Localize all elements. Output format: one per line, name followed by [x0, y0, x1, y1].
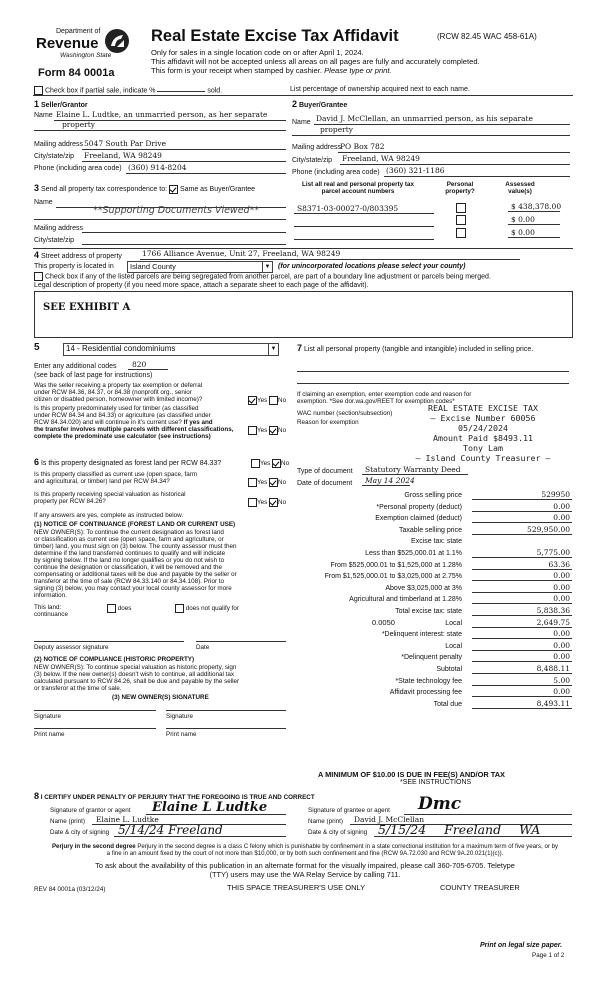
local-rate: 0.0050 [372, 618, 395, 627]
current-use-yes-no: Yes No [248, 478, 286, 487]
legal-size-note: Print on legal size paper. [480, 942, 563, 949]
located-in-label: This property is located in [34, 263, 114, 270]
calc-value[interactable]: 2,649.75 [536, 618, 570, 627]
grantee-name-label: Name (print) [308, 818, 343, 825]
header-line1: Only for sales in a single location code on or after April 1, 2024. [151, 48, 364, 57]
buyer-mailing-label: Mailing address [292, 144, 342, 151]
calc-label: Taxable selling price [398, 527, 462, 534]
stamp-line3: 05/24/2024 [458, 423, 508, 433]
owner1-print-label: Print name [34, 731, 65, 738]
current-use-no-checkbox[interactable] [269, 478, 278, 487]
owner2-print-label: Print name [166, 731, 197, 738]
assessed-value-3[interactable]: $ 0.00 [511, 228, 535, 237]
calc-value[interactable]: 8,488.11 [536, 664, 570, 673]
calc-label: *State technology fee [395, 678, 462, 685]
calc-value[interactable]: 0.00 [553, 641, 570, 650]
calc-value[interactable]: 63.36 [548, 560, 570, 569]
dept-line3: Washington State [60, 52, 112, 59]
seller-heading: 1 Seller/Grantor [34, 99, 88, 109]
calc-value[interactable]: 529950 [541, 490, 570, 499]
forest-question: 6 Is this property designated as forest land per RCW 84.33? [34, 457, 222, 467]
parcel-col2-header: Personal property? [445, 181, 475, 195]
county-select[interactable]: Island County ▼ [127, 261, 273, 273]
buyer-name[interactable]: David J. McClellan, an unmarried person, as his separate [316, 114, 533, 123]
calc-value[interactable]: 0.00 [553, 652, 570, 661]
section3-mailing-label: Mailing address [34, 225, 84, 232]
buyer-mailing[interactable]: PO Box 782 [340, 142, 385, 151]
deputy-signature-label: Deputy assessor signature [34, 644, 109, 651]
header-line3a: This form is your receipt when stamped by cashier. [151, 66, 322, 75]
grantor-name[interactable]: Elaine L. Ludtke [96, 815, 159, 824]
notice-continuance-title: (1) NOTICE OF CONTINUANCE (FOREST LAND OR CURRENT USE) [34, 521, 236, 528]
forest-yes-no: Yes No [251, 459, 289, 468]
does-not-option: does not qualify for [175, 604, 239, 613]
doc-date-label: Date of document [297, 480, 353, 487]
buyer-city[interactable]: Freeland, WA 98249 [342, 154, 420, 163]
owner1-signature-label: Signature [34, 713, 61, 720]
calc-label: Agricultural and timberland at 1.28% [349, 596, 462, 603]
grantor-date-label: Date & city of signing [50, 829, 110, 836]
rev-number: REV 84 0001a (03/12/24) [34, 886, 106, 893]
calc-value[interactable]: 529,950.00 [527, 525, 570, 534]
historic-question: Is this property receiving special valuation as historical property per RCW 84.26? [34, 491, 186, 505]
see-back-label: (see back of last page for instructions) [34, 372, 153, 379]
calc-label: Local [445, 643, 462, 650]
stamp-line4: Amount Paid $8493.11 [433, 433, 533, 443]
stamp-line6: — Island County Treasurer — [415, 453, 551, 463]
calc-value[interactable]: 5.00 [553, 676, 570, 685]
calc-label: Subtotal [436, 666, 462, 673]
partial-sale-label: Check box if partial sale, indicate % [44, 87, 156, 95]
historic-no-checkbox[interactable] [269, 498, 278, 507]
exemption-yes-no: Yes No [248, 396, 286, 405]
list-percentage: List percentage of ownership acquired next to each name. [290, 86, 470, 93]
chevron-down-icon: ▼ [262, 262, 272, 272]
additional-codes[interactable]: 820 [132, 360, 147, 369]
notice-compliance-body: NEW OWNER(S): To continue special valuation as historic property, sign (3) below. If the new owner(s) doesn't wish to continue, all additional tax calculated pursuant to RCW 84.26, shall be due and payable by the seller or transferor at the time of sale. [34, 664, 240, 692]
dept-line1: Department of [56, 28, 101, 35]
section3-name-label: Name [34, 199, 53, 206]
alternate-format-notice: To ask about the availability of this publication in an alternate format for the visually impaired, please call 360-705-6705. Teletype (TTY) users may use the WA Relay Service by calling 711. [95, 861, 515, 879]
page-title: Real Estate Excise Tax Affidavit [151, 27, 399, 45]
calc-label: *Delinquent penalty [401, 654, 462, 661]
seller-mailing-label: Mailing address [34, 141, 84, 148]
minimum-due: A MINIMUM OF $10.00 IS DUE IN FEE(S) AND/OR TAX [318, 770, 505, 779]
header-line3b: Please type or print. [324, 66, 392, 75]
legal-description-box[interactable] [34, 291, 573, 338]
use-code-select[interactable]: 14 - Residential condominiums ▼ [63, 343, 279, 356]
calc-label: Total due [433, 701, 462, 708]
segregated-row: Check box if any of the listed parcels are being segregated from another parcel, are part of a boundary line adjustment or parcels being merged. [34, 272, 491, 281]
calc-label: Total excise tax: state [395, 608, 462, 615]
grantee-signature[interactable]: Dmc [418, 794, 462, 814]
stamp-line1: REAL ESTATE EXCISE TAX [428, 403, 538, 413]
certify-statement: 8 I CERTIFY UNDER PENALTY OF PERJURY THAT THE FOREGOING IS TRUE AND CORRECT [34, 791, 315, 801]
calc-value[interactable]: 0.00 [553, 594, 570, 603]
header-line3 [151, 66, 392, 75]
personal-property-checkbox-1[interactable] [456, 203, 466, 213]
calc-value[interactable]: 5,838.36 [536, 606, 570, 615]
new-owner-signature-title: (3) NEW OWNER(S) SIGNATURE [112, 694, 209, 701]
calc-label: From $525,000.01 to $1,525,000 at 1.28% [330, 562, 462, 569]
segregated-checkbox[interactable] [34, 272, 43, 281]
grantor-name-label: Name (print) [50, 818, 85, 825]
county-treasurer: COUNTY TREASURER [440, 883, 520, 892]
seller-city[interactable]: Freeland, WA 98249 [84, 151, 162, 160]
calc-label: Less than $525,000.01 at 1.1% [365, 550, 462, 557]
does-not-checkbox[interactable] [175, 604, 184, 613]
grantee-date-label: Date & city of signing [308, 829, 368, 836]
timber-yes-checkbox[interactable] [248, 426, 257, 435]
does-checkbox[interactable] [107, 604, 116, 613]
calc-value[interactable]: 0.00 [553, 629, 570, 638]
same-as-buyer-checkbox[interactable] [169, 185, 178, 194]
calc-label: Affidavit processing fee [389, 689, 462, 696]
calc-label: Gross selling price [404, 492, 462, 499]
reason-exemption-label: Reason for exemption [297, 419, 359, 426]
calc-label: From $1,525,000.01 to $3,025,000 at 2.75% [324, 573, 462, 580]
forest-yes-checkbox[interactable] [251, 459, 260, 468]
historic-yes-no: Yes No [248, 498, 286, 507]
treasurer-use-only: THIS SPACE TREASURER'S USE ONLY [227, 883, 366, 892]
wac-number-label: WAC number (section/subsection) [297, 410, 393, 417]
buyer-phone[interactable]: (360) 321-1186 [386, 166, 445, 175]
doc-type[interactable]: Statutory Warranty Deed [365, 465, 461, 474]
if-yes-note: If any answers are yes, complete as instructed below. [34, 512, 184, 519]
dor-logo [34, 28, 134, 66]
legal-description-text: SEE EXHIBIT A [43, 302, 131, 313]
exemption-yes-checkbox[interactable] [248, 396, 257, 405]
parcel-col1-header: List all real and personal property tax parcel account numbers [302, 181, 414, 195]
seller-phone-label: Phone (including area code) [34, 165, 122, 172]
section5-num: 5 [34, 342, 40, 353]
grantee-name[interactable]: David J. McClellan [354, 815, 425, 824]
timber-yes-no: Yes No [248, 426, 286, 435]
exemption-no-checkbox[interactable] [269, 396, 278, 405]
supporting-docs-stamp: **Supporting Documents Viewed** [93, 205, 260, 216]
section3-heading: 3 Send all property tax correspondence to: Same as Buyer/Grantee [34, 183, 256, 193]
grantor-date-city[interactable]: 5/14/24 Freeland [118, 823, 223, 837]
section7-label: 7 List all personal property (tangible and intangible) included in selling price. [297, 343, 534, 353]
exemption-question: Was the seller receiving a property tax exemption or deferral under RCW 84.36, 84.37, or 84.38 (nonprofit org., senior citizen or disabled person, homeowner with limited income)? [34, 382, 203, 403]
seller-name-label: Name [34, 112, 53, 119]
calc-label: *Personal property (deduct) [376, 504, 462, 511]
additional-codes-label: Enter any additional codes [34, 363, 117, 370]
assessed-value-1[interactable]: $ 438,378.00 [511, 202, 562, 211]
dept-line2: Revenue [36, 35, 99, 52]
seller-mailing[interactable]: 5047 South Par Drive [84, 139, 167, 148]
doc-date[interactable]: May 14 2024 [365, 476, 415, 485]
buyer-name-line2[interactable]: property [320, 125, 353, 134]
historic-yes-checkbox[interactable] [248, 498, 257, 507]
section3-city-label: City/state/zip [34, 237, 75, 244]
owner2-signature-label: Signature [166, 713, 193, 720]
calc-value[interactable]: 0.00 [553, 571, 570, 580]
doc-type-label: Type of document [297, 468, 353, 475]
calc-label: Local [445, 620, 462, 627]
grantor-signature-label: Signature of grantor or agent [50, 807, 131, 814]
calc-value[interactable]: 0.00 [553, 502, 570, 511]
seller-name[interactable]: Elaine L. Ludtke, an unmarried person, as her separate [56, 110, 268, 119]
calc-label: Excise tax: state [411, 538, 462, 545]
header-line2: This affidavit will not be accepted unless all areas on all pages are fully and accurately completed. [151, 57, 480, 66]
assessed-value-2[interactable]: $ 0.00 [511, 215, 535, 224]
revenue-logo-icon [104, 28, 130, 54]
calc-label: Exemption claimed (deduct) [375, 515, 462, 522]
unincorporated-note: (for unincorporated locations please select your county) [278, 263, 466, 270]
parcel-number-1[interactable]: S8371-03-00027-0/803395 [297, 204, 399, 213]
treasurer-stamp [388, 403, 578, 463]
does-option: does [107, 604, 131, 613]
section4-street: 4 Street address of property [34, 250, 122, 260]
forest-no-checkbox[interactable] [272, 459, 281, 468]
notice-continuance-body: NEW OWNER(S): To continue the current designation as forest land or classification as current use (open space, farm and agriculture, or timber) land, you must sign on (3) below. The county assessor must then determine if the land transferred continues to qualify and will indicate by signing below. If the land no longer qualifies or you do not wish to continue the designation or classification, it will be removed and the compensating or additional taxes will be due and payable by the seller or transferor at the time of sale (RCW 84.33.140 or 84.34.108). Prior to signing (3) below, you may contact your local county assessor for more information. [34, 529, 237, 599]
partial-sale-row [34, 86, 222, 95]
this-land-row: This land: continuance [34, 604, 68, 618]
buyer-heading: 2 Buyer/Grantee [292, 99, 348, 109]
buyer-phone-label: Phone (including area code) [292, 169, 380, 176]
personal-property-checkbox-3[interactable] [456, 228, 466, 238]
legal-description-label: Legal description of property (if you need more space, attach a separate sheet to each page of the affidavit). [34, 282, 369, 289]
partial-sold: sold. [207, 87, 223, 95]
page-number: Page 1 of 2 [532, 952, 565, 959]
personal-property-checkbox-2[interactable] [456, 215, 466, 225]
calc-value[interactable]: 8,493.11 [536, 699, 570, 708]
seller-name-line2[interactable]: property [62, 120, 95, 129]
calc-label: *Delinquent interest: state [381, 631, 462, 638]
grantee-date-city[interactable]: 5/15/24 Freeland WA [378, 822, 541, 837]
parcel-col3-header: Assessed value(s) [505, 181, 535, 195]
calc-label: Above $3,025,000 at 3% [385, 585, 462, 592]
see-instructions: *SEE INSTRUCTIONS [400, 779, 472, 786]
calc-value[interactable]: 5,775.00 [536, 548, 570, 557]
deputy-date-label: Date [196, 644, 210, 651]
stamp-line5: Tony Lam [463, 443, 503, 453]
street-address[interactable]: 1766 Alliance Avenue, Unit 27, Freeland, WA 98249 [142, 249, 341, 258]
exemption-claim-note: If claiming an exemption, enter exemption code and reason for exemption. *See dor.wa.gov/REET for exemption codes* [297, 391, 472, 405]
calc-value[interactable]: 0.00 [553, 583, 570, 592]
calc-value[interactable]: 0.00 [553, 513, 570, 522]
timber-question: Is this property predominately used for timber (as classified under RCW 84.34 and 84.33) or agriculture (as classified under RCW 84.34.020) and will continue in it's current use? If yes and the transfer involves multiple parcels with different classifications, complete the predominate use calculator (see instructions) [34, 405, 234, 440]
stamp-line2: — Excise Number 60056 [430, 413, 536, 423]
timber-no-checkbox[interactable] [269, 426, 278, 435]
partial-sale-checkbox[interactable] [34, 86, 43, 95]
chevron-down-icon: ▼ [268, 344, 278, 355]
seller-city-label: City/state/zip [34, 153, 75, 160]
calc-value[interactable]: 0.00 [553, 687, 570, 696]
grantor-signature[interactable]: Elaine L Ludtke [152, 800, 268, 815]
seller-phone[interactable]: (360) 914-8204 [128, 163, 187, 172]
grantee-signature-label: Signature of grantee or agent [308, 807, 390, 814]
current-use-yes-checkbox[interactable] [248, 478, 257, 487]
notice-compliance-title: (2) NOTICE OF COMPLIANCE (HISTORIC PROPERTY) [34, 656, 195, 663]
perjury-notice: Perjury in the second degree Perjury in the second degree is a class C felony which is punishable by confinement in a state correctional institution for a maximum term of five years, or by a fine in an amount fixed by the court of not more than $10,000, or by both such confinement and fine (RCW 9A.72.030 and RCW 9A.20.021(1)(c)). [51, 843, 559, 857]
buyer-name-label: Name [292, 119, 311, 126]
rcw-reference: (RCW 82.45 WAC 458-61A) [437, 32, 537, 41]
current-use-question: Is this property classified as current use (open space, farm and agricultural, or timber) land per RCW 84.34? [34, 471, 198, 485]
form-number: Form 84 0001a [38, 67, 115, 79]
buyer-city-label: City/state/zip [292, 157, 333, 164]
